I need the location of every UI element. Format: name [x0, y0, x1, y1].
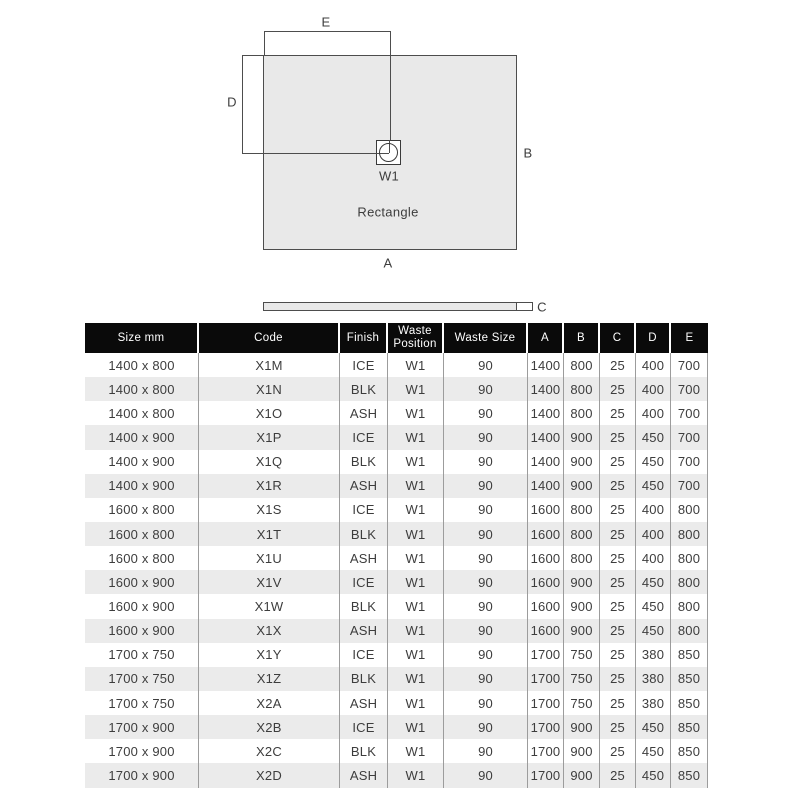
table-cell-row7-col3: ICE [340, 498, 388, 522]
table-cell-row15-col6: 1700 [528, 691, 564, 715]
col-header-waste-size: Waste Size [444, 323, 528, 353]
table-cell-row14-col6: 1700 [528, 667, 564, 691]
table-cell-row14-col3: BLK [340, 667, 388, 691]
table-cell-row4-col7: 900 [564, 425, 600, 449]
table-cell-row5-col10: 700 [671, 450, 708, 474]
table-cell-row1-col9: 400 [636, 353, 671, 377]
table-cell-row7-col1: 1600 x 800 [85, 498, 199, 522]
table-cell-row9-col5: 90 [444, 546, 528, 570]
table-cell-row15-col10: 850 [671, 691, 708, 715]
table-cell-row5-col8: 25 [600, 450, 636, 474]
table-cell-row18-col3: ASH [340, 763, 388, 787]
table-cell-row8-col4: W1 [388, 522, 444, 546]
table-cell-row18-col10: 850 [671, 763, 708, 787]
table-cell-row10-col5: 90 [444, 570, 528, 594]
shape-name-label: Rectangle [357, 204, 419, 220]
table-cell-row4-col4: W1 [388, 425, 444, 449]
table-cell-row18-col5: 90 [444, 763, 528, 787]
table-cell-row15-col7: 750 [564, 691, 600, 715]
table-cell-row1-col4: W1 [388, 353, 444, 377]
dim-label-a: A [383, 255, 393, 271]
dim-e-line-right [390, 31, 391, 153]
table-cell-row4-col8: 25 [600, 425, 636, 449]
table-cell-row17-col4: W1 [388, 739, 444, 763]
table-cell-row6-col4: W1 [388, 474, 444, 498]
col-header-e: E [671, 323, 708, 353]
size-spec-table [85, 323, 708, 788]
table-cell-row8-col1: 1600 x 800 [85, 522, 199, 546]
table-cell-row17-col1: 1700 x 900 [85, 739, 199, 763]
table-cell-row1-col3: ICE [340, 353, 388, 377]
table-cell-row5-col1: 1400 x 900 [85, 450, 199, 474]
dim-label-c: C [537, 299, 547, 315]
table-cell-row17-col9: 450 [636, 739, 671, 763]
table-cell-row16-col8: 25 [600, 715, 636, 739]
table-cell-row18-col8: 25 [600, 763, 636, 787]
dim-d-line-top [242, 55, 264, 56]
col-header-c: C [600, 323, 636, 353]
table-cell-row9-col3: ASH [340, 546, 388, 570]
table-cell-row13-col10: 850 [671, 643, 708, 667]
table-cell-row5-col4: W1 [388, 450, 444, 474]
table-cell-row2-col2: X1N [199, 377, 340, 401]
table-cell-row6-col1: 1400 x 900 [85, 474, 199, 498]
table-cell-row8-col5: 90 [444, 522, 528, 546]
table-cell-row14-col7: 750 [564, 667, 600, 691]
table-cell-row15-col3: ASH [340, 691, 388, 715]
table-cell-row13-col4: W1 [388, 643, 444, 667]
table-cell-row8-col2: X1T [199, 522, 340, 546]
table-cell-row5-col3: BLK [340, 450, 388, 474]
table-cell-row12-col6: 1600 [528, 619, 564, 643]
table-cell-row6-col6: 1400 [528, 474, 564, 498]
table-cell-row12-col7: 900 [564, 619, 600, 643]
table-cell-row10-col3: ICE [340, 570, 388, 594]
waste-circle-icon [379, 143, 398, 162]
table-cell-row7-col5: 90 [444, 498, 528, 522]
table-cell-row12-col1: 1600 x 900 [85, 619, 199, 643]
table-cell-row7-col10: 800 [671, 498, 708, 522]
col-header-code: Code [199, 323, 340, 353]
table-cell-row10-col6: 1600 [528, 570, 564, 594]
table-cell-row2-col7: 800 [564, 377, 600, 401]
table-cell-row9-col4: W1 [388, 546, 444, 570]
table-cell-row11-col7: 900 [564, 594, 600, 618]
table-cell-row4-col1: 1400 x 900 [85, 425, 199, 449]
table-cell-row4-col3: ICE [340, 425, 388, 449]
table-cell-row5-col2: X1Q [199, 450, 340, 474]
table-cell-row17-col8: 25 [600, 739, 636, 763]
table-cell-row7-col8: 25 [600, 498, 636, 522]
table-cell-row16-col7: 900 [564, 715, 600, 739]
table-cell-row2-col8: 25 [600, 377, 636, 401]
table-cell-row10-col10: 800 [671, 570, 708, 594]
dim-label-d: D [227, 94, 237, 110]
table-cell-row9-col8: 25 [600, 546, 636, 570]
table-cell-row7-col9: 400 [636, 498, 671, 522]
col-header-d: D [636, 323, 671, 353]
table-cell-row15-col8: 25 [600, 691, 636, 715]
table-cell-row16-col9: 450 [636, 715, 671, 739]
table-cell-row16-col4: W1 [388, 715, 444, 739]
table-cell-row15-col9: 380 [636, 691, 671, 715]
table-cell-row13-col5: 90 [444, 643, 528, 667]
table-cell-row1-col8: 25 [600, 353, 636, 377]
profile-bar [263, 302, 517, 311]
table-cell-row6-col5: 90 [444, 474, 528, 498]
table-cell-row4-col9: 450 [636, 425, 671, 449]
table-cell-row5-col9: 450 [636, 450, 671, 474]
table-cell-row12-col5: 90 [444, 619, 528, 643]
table-cell-row11-col3: BLK [340, 594, 388, 618]
table-cell-row5-col6: 1400 [528, 450, 564, 474]
table-cell-row17-col7: 900 [564, 739, 600, 763]
table-cell-row11-col5: 90 [444, 594, 528, 618]
table-cell-row13-col3: ICE [340, 643, 388, 667]
table-cell-row3-col8: 25 [600, 401, 636, 425]
table-cell-row15-col5: 90 [444, 691, 528, 715]
profile-end-cap [516, 302, 533, 311]
table-cell-row2-col3: BLK [340, 377, 388, 401]
dim-e-line-top [264, 31, 390, 32]
table-cell-row10-col7: 900 [564, 570, 600, 594]
table-cell-row1-col2: X1M [199, 353, 340, 377]
table-cell-row4-col10: 700 [671, 425, 708, 449]
table-cell-row11-col2: X1W [199, 594, 340, 618]
table-cell-row4-col5: 90 [444, 425, 528, 449]
table-cell-row16-col5: 90 [444, 715, 528, 739]
table-cell-row7-col2: X1S [199, 498, 340, 522]
table-cell-row18-col2: X2D [199, 763, 340, 787]
dim-d-line-left [242, 55, 243, 153]
table-cell-row13-col6: 1700 [528, 643, 564, 667]
table-cell-row2-col1: 1400 x 800 [85, 377, 199, 401]
table-cell-row18-col7: 900 [564, 763, 600, 787]
table-cell-row16-col2: X2B [199, 715, 340, 739]
table-cell-row9-col2: X1U [199, 546, 340, 570]
table-cell-row8-col3: BLK [340, 522, 388, 546]
table-cell-row6-col2: X1R [199, 474, 340, 498]
dim-label-e: E [321, 14, 331, 30]
table-cell-row4-col2: X1P [199, 425, 340, 449]
table-cell-row9-col6: 1600 [528, 546, 564, 570]
table-cell-row18-col4: W1 [388, 763, 444, 787]
table-cell-row8-col7: 800 [564, 522, 600, 546]
table-cell-row11-col8: 25 [600, 594, 636, 618]
table-cell-row17-col3: BLK [340, 739, 388, 763]
dim-e-line-left [264, 31, 265, 55]
table-cell-row3-col9: 400 [636, 401, 671, 425]
table-cell-row12-col4: W1 [388, 619, 444, 643]
table-cell-row6-col10: 700 [671, 474, 708, 498]
table-cell-row2-col5: 90 [444, 377, 528, 401]
table-cell-row11-col4: W1 [388, 594, 444, 618]
table-cell-row14-col4: W1 [388, 667, 444, 691]
dim-label-b: B [523, 145, 533, 161]
table-cell-row13-col2: X1Y [199, 643, 340, 667]
table-cell-row11-col10: 800 [671, 594, 708, 618]
waste-position-label: W1 [378, 168, 400, 184]
table-cell-row3-col1: 1400 x 800 [85, 401, 199, 425]
table-cell-row10-col8: 25 [600, 570, 636, 594]
table-cell-row11-col9: 450 [636, 594, 671, 618]
table-cell-row6-col9: 450 [636, 474, 671, 498]
table-cell-row6-col3: ASH [340, 474, 388, 498]
table-cell-row16-col3: ICE [340, 715, 388, 739]
table-cell-row2-col9: 400 [636, 377, 671, 401]
table-cell-row5-col7: 900 [564, 450, 600, 474]
table-cell-row7-col7: 800 [564, 498, 600, 522]
table-cell-row12-col3: ASH [340, 619, 388, 643]
table-cell-row17-col10: 850 [671, 739, 708, 763]
table-cell-row11-col6: 1600 [528, 594, 564, 618]
table-cell-row9-col1: 1600 x 800 [85, 546, 199, 570]
col-header-size-mm: Size mm [85, 323, 199, 353]
table-cell-row16-col10: 850 [671, 715, 708, 739]
table-cell-row12-col9: 450 [636, 619, 671, 643]
table-cell-row3-col5: 90 [444, 401, 528, 425]
table-cell-row1-col10: 700 [671, 353, 708, 377]
table-cell-row10-col2: X1V [199, 570, 340, 594]
table-cell-row12-col8: 25 [600, 619, 636, 643]
table-cell-row2-col4: W1 [388, 377, 444, 401]
table-cell-row1-col7: 800 [564, 353, 600, 377]
col-header-waste-position: Waste Position [388, 323, 444, 353]
table-cell-row14-col10: 850 [671, 667, 708, 691]
table-cell-row14-col8: 25 [600, 667, 636, 691]
table-cell-row15-col2: X2A [199, 691, 340, 715]
table-cell-row15-col4: W1 [388, 691, 444, 715]
table-cell-row1-col5: 90 [444, 353, 528, 377]
table-cell-row9-col10: 800 [671, 546, 708, 570]
table-cell-row13-col1: 1700 x 750 [85, 643, 199, 667]
table-cell-row3-col10: 700 [671, 401, 708, 425]
table-cell-row11-col1: 1600 x 900 [85, 594, 199, 618]
table-cell-row17-col5: 90 [444, 739, 528, 763]
table-cell-row17-col6: 1700 [528, 739, 564, 763]
table-cell-row16-col6: 1700 [528, 715, 564, 739]
table-cell-row8-col9: 400 [636, 522, 671, 546]
table-cell-row9-col7: 800 [564, 546, 600, 570]
table-cell-row12-col2: X1X [199, 619, 340, 643]
dim-d-line-bottom [242, 153, 389, 154]
table-cell-row7-col4: W1 [388, 498, 444, 522]
table-cell-row10-col9: 450 [636, 570, 671, 594]
col-header-a: A [528, 323, 564, 353]
table-cell-row2-col10: 700 [671, 377, 708, 401]
table-cell-row1-col6: 1400 [528, 353, 564, 377]
table-cell-row3-col4: W1 [388, 401, 444, 425]
table-cell-row10-col4: W1 [388, 570, 444, 594]
col-header-b: B [564, 323, 600, 353]
table-cell-row6-col7: 900 [564, 474, 600, 498]
table-cell-row6-col8: 25 [600, 474, 636, 498]
table-cell-row9-col9: 400 [636, 546, 671, 570]
table-cell-row18-col9: 450 [636, 763, 671, 787]
table-cell-row14-col2: X1Z [199, 667, 340, 691]
table-cell-row16-col1: 1700 x 900 [85, 715, 199, 739]
table-cell-row15-col1: 1700 x 750 [85, 691, 199, 715]
table-cell-row2-col6: 1400 [528, 377, 564, 401]
table-cell-row3-col2: X1O [199, 401, 340, 425]
table-cell-row3-col7: 800 [564, 401, 600, 425]
table-cell-row8-col8: 25 [600, 522, 636, 546]
table-cell-row4-col6: 1400 [528, 425, 564, 449]
table-cell-row13-col8: 25 [600, 643, 636, 667]
table-cell-row3-col6: 1400 [528, 401, 564, 425]
table-cell-row18-col6: 1700 [528, 763, 564, 787]
table-cell-row3-col3: ASH [340, 401, 388, 425]
table-cell-row13-col9: 380 [636, 643, 671, 667]
table-cell-row17-col2: X2C [199, 739, 340, 763]
table-cell-row12-col10: 800 [671, 619, 708, 643]
table-cell-row1-col1: 1400 x 800 [85, 353, 199, 377]
table-cell-row7-col6: 1600 [528, 498, 564, 522]
col-header-finish: Finish [340, 323, 388, 353]
table-cell-row18-col1: 1700 x 900 [85, 763, 199, 787]
table-cell-row10-col1: 1600 x 900 [85, 570, 199, 594]
table-cell-row13-col7: 750 [564, 643, 600, 667]
table-cell-row14-col9: 380 [636, 667, 671, 691]
table-cell-row14-col1: 1700 x 750 [85, 667, 199, 691]
table-cell-row5-col5: 90 [444, 450, 528, 474]
table-cell-row8-col10: 800 [671, 522, 708, 546]
table-cell-row14-col5: 90 [444, 667, 528, 691]
table-cell-row8-col6: 1600 [528, 522, 564, 546]
